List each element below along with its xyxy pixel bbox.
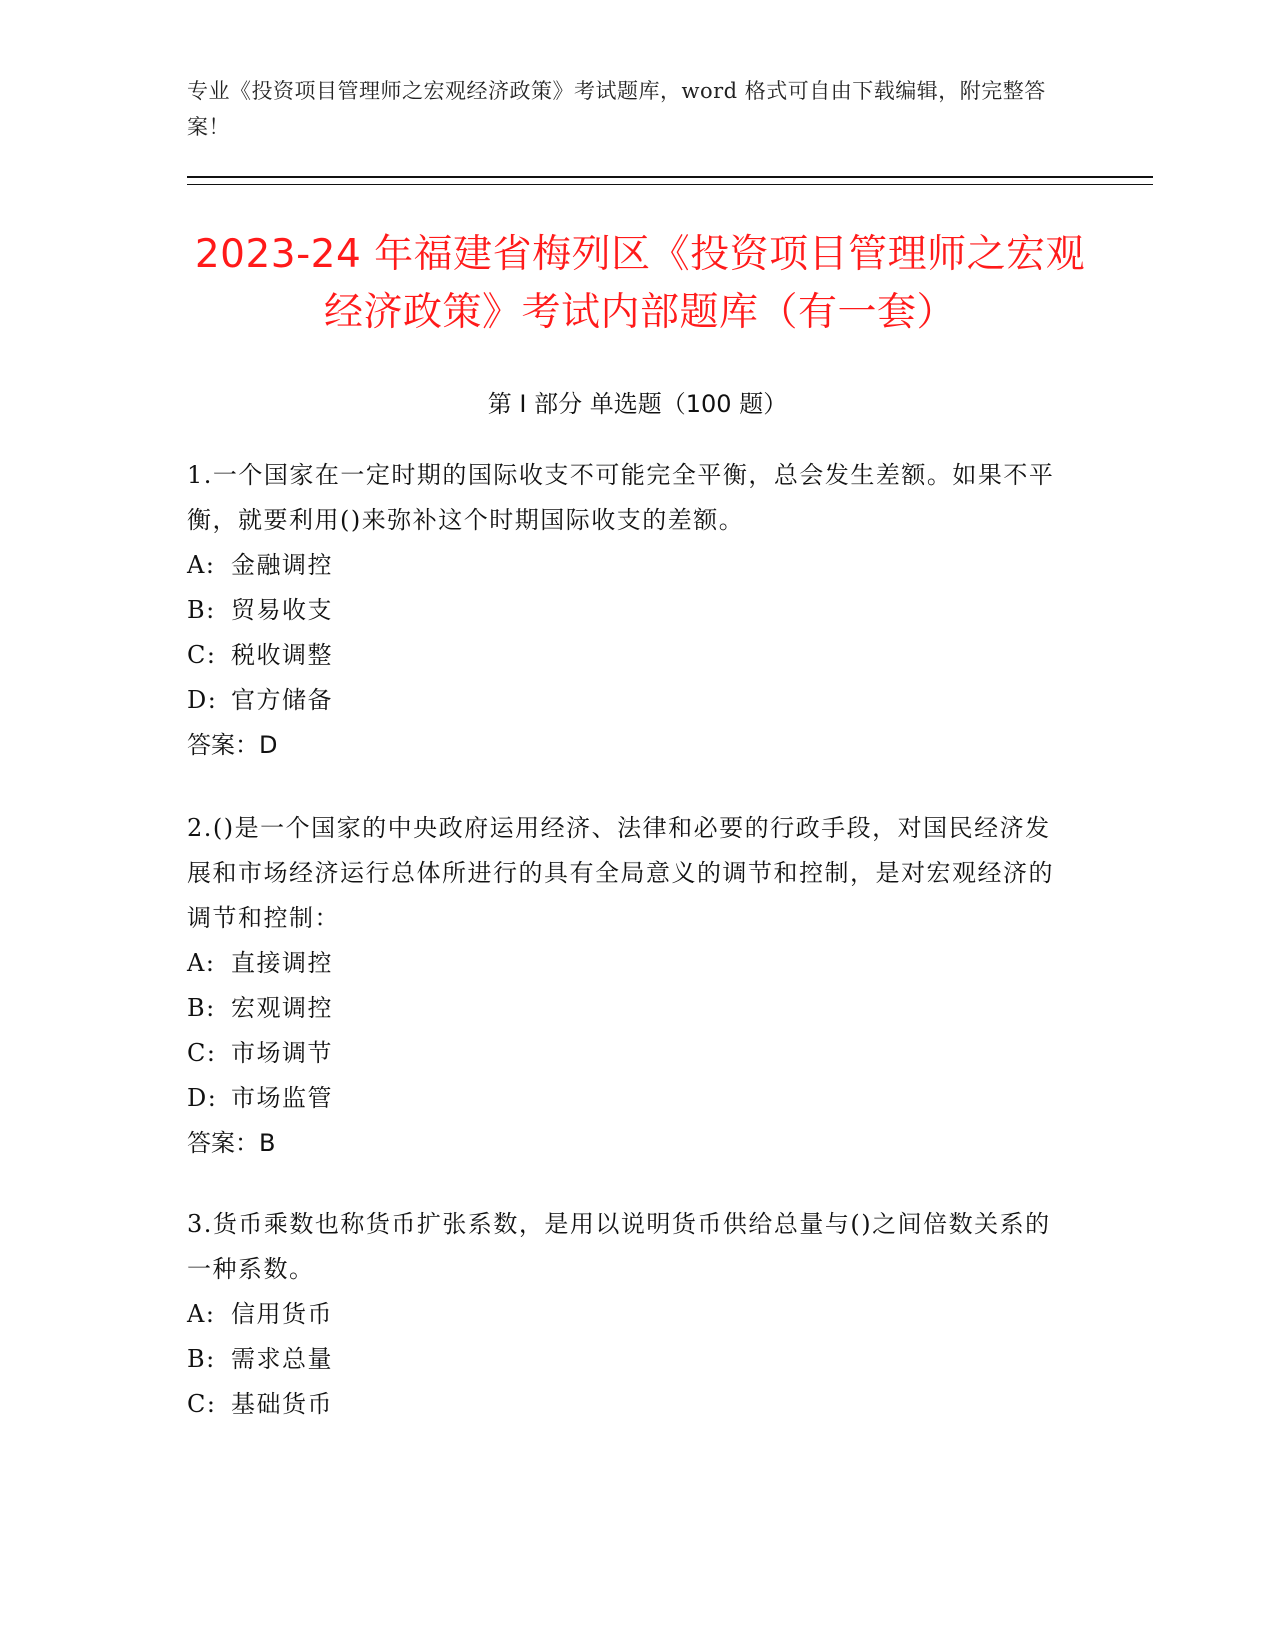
option-text: 信用货币 bbox=[231, 1300, 333, 1328]
option-text: 需求总量 bbox=[231, 1345, 333, 1373]
option-d bbox=[187, 1076, 1067, 1121]
option-letter: B: bbox=[187, 596, 216, 624]
document-title: 2023-24 年福建省梅列区《投资项目管理师之宏观经济政策》考试内部题库（有一套） bbox=[194, 232, 1086, 335]
option-letter: C: bbox=[187, 1390, 217, 1418]
option-c bbox=[187, 633, 1067, 678]
option-letter: C: bbox=[187, 1039, 217, 1067]
option-text: 金融调控 bbox=[231, 551, 333, 579]
option-c bbox=[187, 1382, 1067, 1427]
option-letter: D: bbox=[187, 1084, 218, 1112]
header-rule-thin bbox=[187, 184, 1153, 185]
question-text: 1.一个国家在一定时期的国际收支不可能完全平衡，总会发生差额。如果不平衡，就要利用()来弥补这个时期国际收支的差额。 bbox=[187, 461, 1055, 534]
option-letter: C: bbox=[187, 641, 217, 669]
option-letter: D: bbox=[187, 686, 218, 714]
option-text: 官方储备 bbox=[231, 686, 333, 714]
header-note: 专业《投资项目管理师之宏观经济政策》考试题库，word 格式可自由下载编辑，附完整答案！ bbox=[187, 79, 1046, 139]
option-letter: B: bbox=[187, 994, 216, 1022]
option-d bbox=[187, 678, 1067, 723]
option-b bbox=[187, 588, 1067, 633]
option-letter: A: bbox=[187, 551, 216, 579]
option-a bbox=[187, 1292, 1067, 1337]
option-text: 市场监管 bbox=[231, 1084, 333, 1112]
question-3 bbox=[187, 1202, 1067, 1427]
answer-label: 答案：D bbox=[187, 731, 278, 759]
option-c bbox=[187, 1031, 1067, 1076]
option-b bbox=[187, 1337, 1067, 1382]
option-a bbox=[187, 941, 1067, 986]
option-text: 宏观调控 bbox=[231, 994, 333, 1022]
option-b bbox=[187, 986, 1067, 1031]
header-rule-thick bbox=[187, 176, 1153, 178]
section-title: 第 I 部分 单选题（100 题） bbox=[487, 390, 788, 418]
option-text: 直接调控 bbox=[231, 949, 333, 977]
option-letter: B: bbox=[187, 1345, 216, 1373]
question-2 bbox=[187, 806, 1067, 1166]
option-text: 贸易收支 bbox=[231, 596, 333, 624]
option-a bbox=[187, 543, 1067, 588]
option-text: 基础货币 bbox=[231, 1390, 333, 1418]
option-letter: A: bbox=[187, 949, 216, 977]
option-text: 税收调整 bbox=[231, 641, 333, 669]
answer-label: 答案：B bbox=[187, 1129, 276, 1157]
option-letter: A: bbox=[187, 1300, 216, 1328]
question-text: 3.货币乘数也称货币扩张系数，是用以说明货币供给总量与()之间倍数关系的一种系数。 bbox=[187, 1210, 1051, 1283]
question-text: 2.()是一个国家的中央政府运用经济、法律和必要的行政手段，对国民经济发展和市场经济运行总体所进行的具有全局意义的调节和控制，是对宏观经济的调节和控制： bbox=[187, 814, 1054, 932]
question-1 bbox=[187, 453, 1067, 768]
option-text: 市场调节 bbox=[231, 1039, 333, 1067]
